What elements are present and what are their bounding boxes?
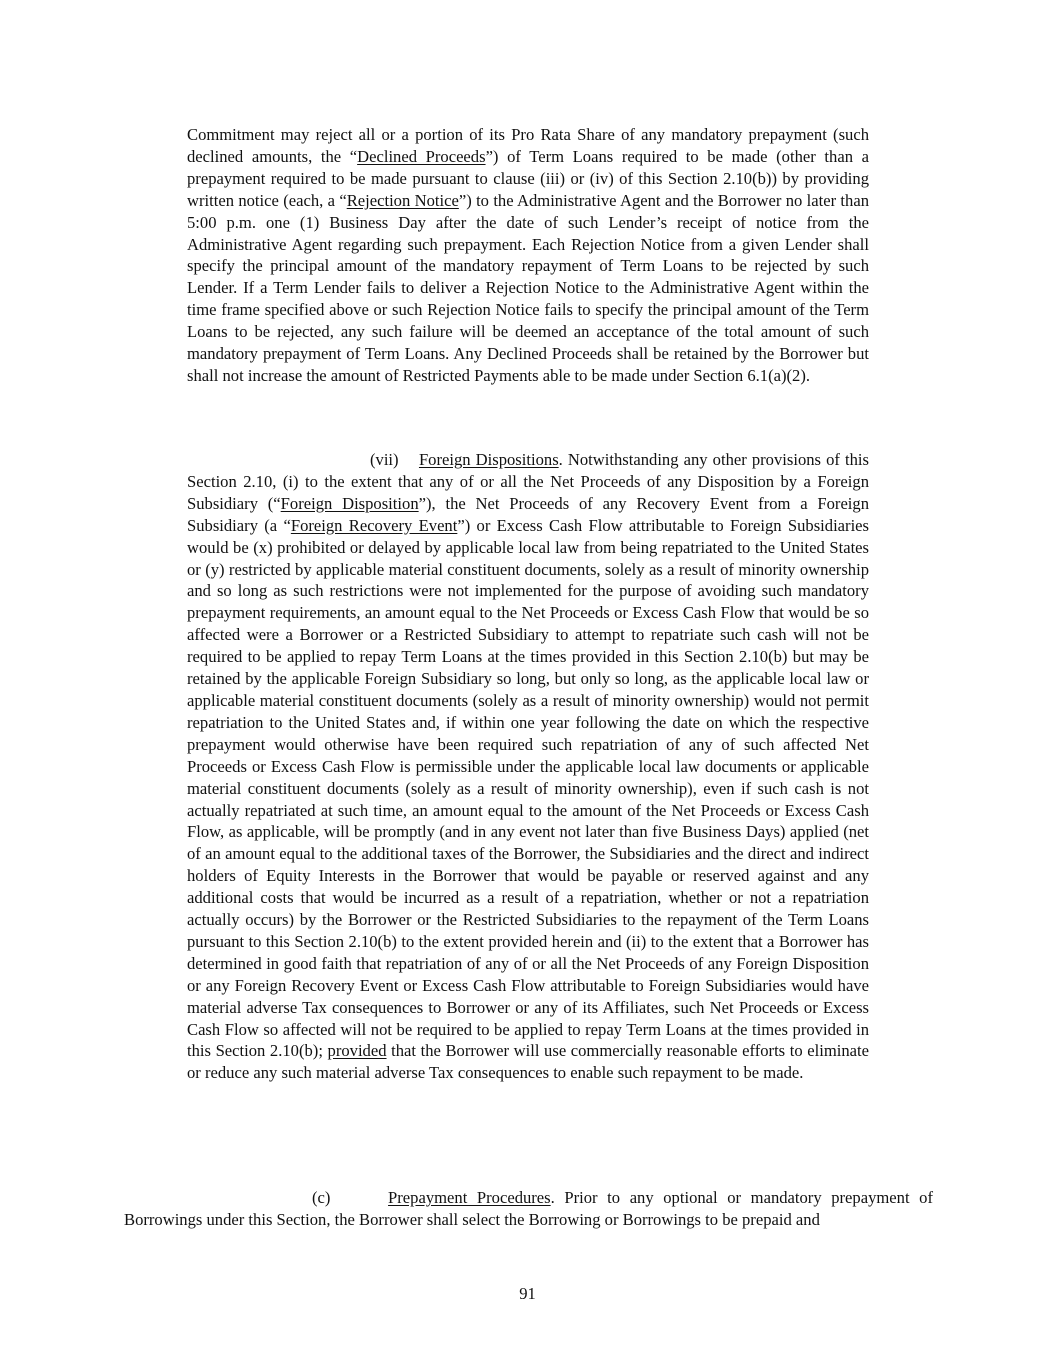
paragraph-rejection-notice <box>187 124 869 387</box>
p2-text-3: ”) or Excess Cash Flow attributable to Foreign Subsidiaries would be (x) prohibited or delayed by applicable local law from being repatriated to the United States or (y) restricted by applicable material constituent documents, solely as a result of minority ownership and so long as such restrictions were not implemented for the purpose of avoiding such mandatory prepayment requirements, an amount equal to the Net Proceeds or Excess Cash Flow that would be so affected were a Borrower or a Restricted Subsidiary to attempt to repatriate such cash will not be required to be applied to repay Term Loans at the times provided in this Section 2.10(b) but may be retained by the applicable Foreign Subsidiary so long, but only so long, as the applicable local law or applicable material constituent documents (solely as a result of minority ownership) would not permit repatriation to the United States and, if within one year following the date on which the respective prepayment would otherwise have been required such repatriation of any of such affected Net Proceeds or Excess Cash Flow is permissible under the applicable local law documents or applicable material constituent documents (solely as a result of minority ownership), even if such cash is not actually repatriated at such time, an amount equal to the amount of the Net Proceeds or Excess Cash Flow, as applicable, will be promptly (and in any event not later than five Business Days) applied (net of an amount equal to the additional taxes of the Borrower, the Subsidiaries and the direct and indirect holders of Equity Interests in the Borrower that would be payable or reserved against and any additional costs that would be incurred as a result of a repatriation, whether or not a repatriation actually occurs) by the Borrower or the Restricted Subsidiaries to the repayment of the Term Loans pursuant to this Section 2.10(b) to the extent provided herein and (ii) to the extent that a Borrower has determined in good faith that repatriation of any of or all the Net Proceeds of any Foreign Disposition or any Foreign Recovery Event or Excess Cash Flow attributable to Foreign Subsidiaries would have material adverse Tax consequences to Borrower or any of its Affiliates, such Net Proceeds or Excess Cash Flow so affected will not be required to be applied to repay Term Loans at the times provided in this Section 2.10(b); <box>187 515 870 1061</box>
paragraph-prepayment-procedures <box>124 1187 933 1231</box>
defined-term-foreign-disposition: Foreign Disposition <box>280 493 419 513</box>
p1-text-3: ”) to the Administrative Agent and the Borrower no later than 5:00 p.m. one (1) Business Day after the date of such Lender’s receipt of notice from the Administrative Agent regarding such prepayment. Each Rejection Notice from a given Lender shall specify the principal amount of the mandatory repayment of Term Loans to be rejected by such Lender. If a Term Lender fails to deliver a Rejection Notice to the Administrative Agent within the time frame specified above or such Rejection Notice fails to specify the principal amount of the Term Loans to be rejected, any such failure will be deemed an acceptance of the total amount of such mandatory prepayment of Term Loans. Any Declined Proceeds shall be retained by the Borrower but shall not increase the amount of Restricted Payments able to be made under Section 6.1(a)(2). <box>187 190 869 385</box>
clause-number-c: (c) <box>312 1188 331 1207</box>
p2-text-1: . Notwithstanding any other provisions of this Section 2.10, (i) to the extent that any of or all the Net Proceeds of any Disposition by a Foreign Subsidiary (“ <box>187 450 869 513</box>
p1-text-1: Commitment may reject all or a portion of its Pro Rata Share of any mandatory prepayment (such declined amounts, the “ <box>187 125 869 166</box>
clause-heading-prepayment-procedures: Prepayment Procedures <box>388 1188 551 1207</box>
defined-term-rejection-notice: Rejection Notice <box>346 190 459 210</box>
p2-text-4: that the Borrower will use commercially reasonable efforts to eliminate or reduce any such material adverse Tax consequences to enable such repayment to be made. <box>187 1041 869 1083</box>
p1-text-2: ”) of Term Loans required to be made (other than a prepayment required to be made pursuant to clause (iii) or (iv) of this Section 2.10(b)) by providing written notice (each, a “ <box>187 146 869 210</box>
page-number: 91 <box>519 1284 536 1303</box>
term-provided: provided <box>327 1041 387 1061</box>
paragraph-foreign-dispositions <box>187 449 869 1084</box>
p2-text-2: ”), the Net Proceeds of any Recovery Event from a Foreign Subsidiary (a “ <box>187 493 870 535</box>
defined-term-foreign-recovery-event: Foreign Recovery Event <box>290 515 458 535</box>
defined-term-declined-proceeds: Declined Proceeds <box>357 146 486 166</box>
clause-number-vii: (vii) <box>370 450 399 469</box>
clause-heading-foreign-dispositions: Foreign Dispositions <box>418 450 559 469</box>
p3-text-1: . Prior to any optional or mandatory prepayment of Borrowings under this Section, the Borrower shall select the Borrowing or Borrowings to be prepaid and <box>124 1188 933 1229</box>
